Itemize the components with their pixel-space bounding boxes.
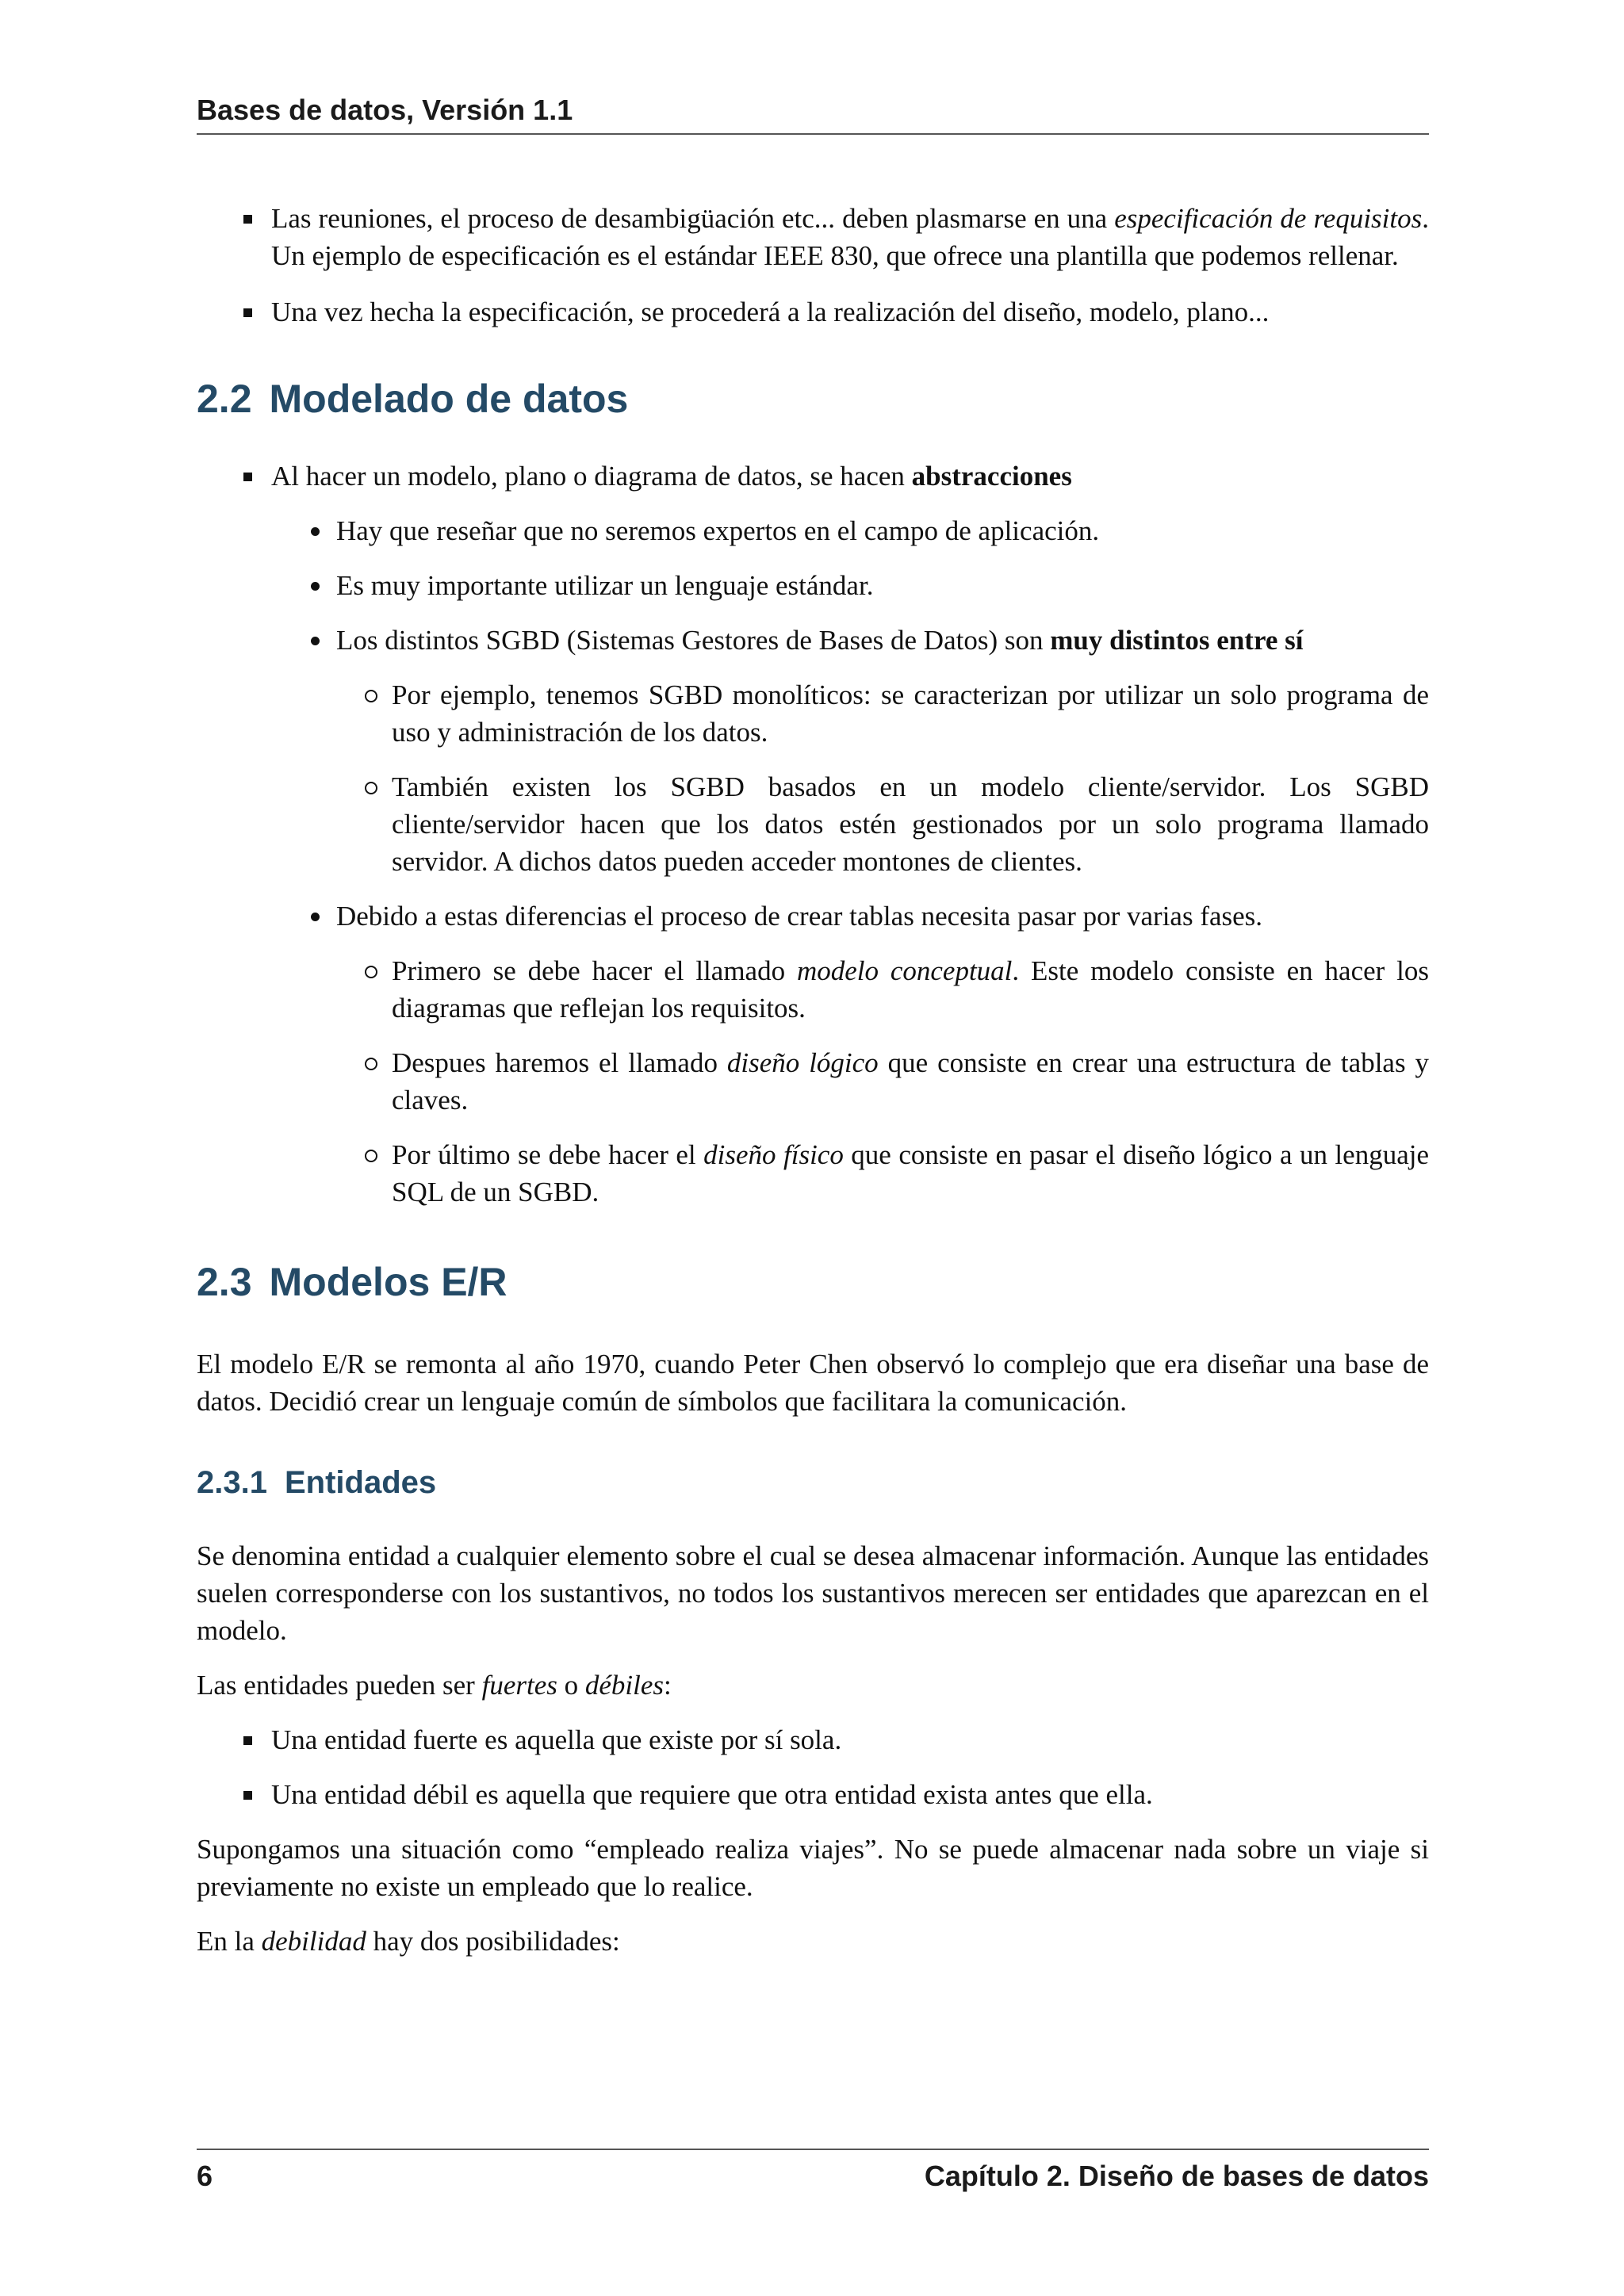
page-body (197, 200, 1429, 1960)
hollow-circle-bullet-icon (365, 782, 377, 794)
hollow-circle-bullet-icon (365, 1150, 377, 1162)
list-item: Una entidad débil es aquella que requiere que otra entidad exista antes que ella. (197, 1776, 1429, 1813)
section-heading-2-3-1: 2.3.1 Entidades (197, 1465, 437, 1500)
list-item: Por ejemplo, tenemos SGBD monolíticos: se caracterizan por utilizar un solo programa de uso y administración de los datos. (197, 676, 1429, 751)
square-bullet-icon (243, 308, 252, 317)
page-number: 6 (197, 2160, 213, 2192)
list-item: Las reuniones, el proceso de desambigüación etc... deben plasmarse en una especificación de requisitos. Un ejemplo de especificación es el estándar IEEE 830, que ofrece una plantilla que podemos rellenar. (197, 200, 1429, 274)
hollow-circle-bullet-icon (365, 966, 377, 978)
list-item: Es muy importante utilizar un lenguaje estándar. (197, 567, 1429, 604)
requirements-list (197, 200, 1429, 331)
page-footer (197, 2160, 1429, 2193)
list-item: Por último se debe hacer el diseño físico que consiste en pasar el diseño lógico a un lenguaje SQL de un SGBD. (197, 1136, 1429, 1211)
paragraph: El modelo E/R se remonta al año 1970, cuando Peter Chen observó lo complejo que era diseñar una base de datos. Decidió crear un lenguaje común de símbolos que facilitara la comunicación. (197, 1349, 1429, 1417)
document-page (197, 0, 1429, 2296)
paragraph: Supongamos una situación como “empleado realiza viajes”. No se puede almacenar nada sobre un viaje si previamente no existe un empleado que lo realice. (197, 1834, 1429, 1902)
list-item: Al hacer un modelo, plano o diagrama de datos, se hacen abstracciones (197, 457, 1429, 495)
list-item: Una vez hecha la especificación, se procederá a la realización del diseño, modelo, plano... (197, 293, 1429, 331)
square-bullet-icon (243, 215, 252, 224)
section-heading-2-3: 2.3 Modelos E/R (197, 1260, 508, 1304)
list-item: Despues haremos el llamado diseño lógico que consiste en crear una estructura de tablas y claves. (197, 1044, 1429, 1119)
list-item: También existen los SGBD basados en un modelo cliente/servidor. Los SGBD cliente/servidor hacen que los datos estén gestionados por un solo programa llamado servidor. A dichos datos pueden acceder montones de clientes. (197, 768, 1429, 880)
section-heading-2-2: 2.2 Modelado de datos (197, 377, 629, 421)
round-bullet-icon (311, 527, 320, 536)
list-item: Una entidad fuerte es aquella que existe por sí sola. (197, 1721, 1429, 1758)
modeling-list (197, 457, 1429, 1211)
square-bullet-icon (243, 473, 252, 481)
hollow-circle-bullet-icon (365, 1058, 377, 1070)
paragraph: En la debilidad hay dos posibilidades: (197, 1926, 620, 1957)
list-item: Hay que reseñar que no seremos expertos en el campo de aplicación. (197, 512, 1429, 549)
chapter-title: Capítulo 2. Diseño de bases de datos (924, 2160, 1429, 2192)
round-bullet-icon (311, 582, 320, 591)
square-bullet-icon (243, 1791, 252, 1800)
hollow-circle-bullet-icon (365, 690, 377, 702)
round-bullet-icon (311, 637, 320, 645)
paragraph: Las entidades pueden ser fuertes o débiles: (197, 1670, 672, 1701)
list-item: Debido a estas diferencias el proceso de crear tablas necesita pasar por varias fases. (197, 897, 1429, 935)
square-bullet-icon (243, 1736, 252, 1745)
list-item: Los distintos SGBD (Sistemas Gestores de Bases de Datos) son muy distintos entre sí (197, 622, 1429, 659)
round-bullet-icon (311, 913, 320, 921)
entity-types-list (197, 1721, 1429, 1813)
footer-rule (197, 2149, 1429, 2150)
header-rule (197, 133, 1429, 135)
paragraph: Se denomina entidad a cualquier elemento sobre el cual se desea almacenar información. Aunque las entidades suelen corresponderse con los sustantivos, no todos los sustantivos merecen ser entidades que aparezcan en el modelo. (197, 1540, 1429, 1646)
running-header: Bases de datos, Versión 1.1 (197, 94, 573, 126)
list-item: Primero se debe hacer el llamado modelo conceptual. Este modelo consiste en hacer los diagramas que reflejan los requisitos. (197, 952, 1429, 1027)
